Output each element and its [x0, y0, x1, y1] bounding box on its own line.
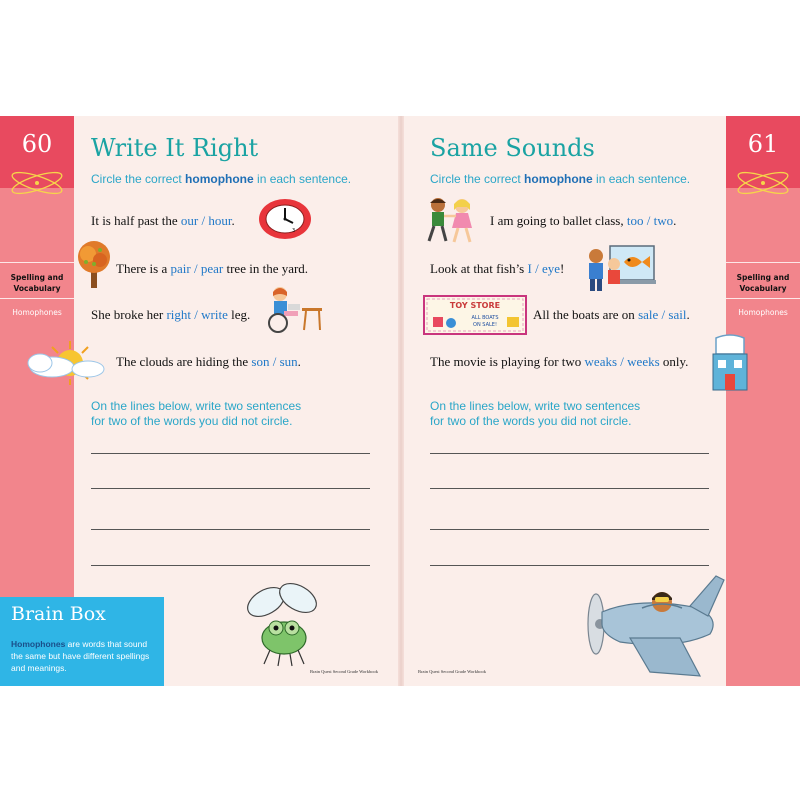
homophone-option[interactable]: sale — [638, 307, 659, 322]
sidebar-subject: Spelling and Vocabulary — [736, 273, 790, 293]
sentence: The movie is playing for two weaks / weeks only. — [430, 354, 689, 369]
sidebar-subject: Spelling and Vocabulary — [10, 273, 64, 293]
sun-cloud-icon — [18, 339, 110, 389]
fly-icon — [240, 578, 328, 668]
right-sidebar — [726, 116, 800, 686]
writing-line[interactable] — [91, 529, 370, 530]
instruction: Circle the correct homophone in each sentence. — [430, 172, 691, 186]
page-gutter — [398, 116, 404, 686]
writing-line[interactable] — [91, 488, 370, 489]
brain-box — [0, 597, 164, 686]
wheelchair-girl-icon — [264, 286, 324, 334]
homophone-option[interactable]: weaks — [584, 354, 618, 369]
sentence: It is half past the our / hour. — [91, 213, 235, 228]
page-title: Write It Right — [91, 134, 259, 162]
writing-line[interactable] — [91, 565, 370, 566]
homophone-option[interactable]: our — [180, 213, 199, 228]
writing-line[interactable] — [430, 565, 709, 566]
lines-instruction: On the lines below, write two sentences for two of the words you did not circle. — [91, 399, 302, 428]
sign-line: ON SALE! — [473, 322, 497, 328]
homophone-option[interactable]: weeks — [627, 354, 660, 369]
homophone-option[interactable]: two — [653, 213, 674, 228]
homophone-option[interactable]: hour — [208, 213, 232, 228]
clock-icon — [256, 196, 314, 242]
pear-tree-icon — [74, 240, 114, 290]
writing-line[interactable] — [430, 488, 709, 489]
fish-tank-kids-icon — [584, 240, 656, 294]
sentence: I am going to ballet class, too / two. — [490, 213, 677, 228]
writing-line[interactable] — [430, 529, 709, 530]
airplane-pilot-icon — [580, 572, 726, 684]
page-title: Same Sounds — [430, 134, 595, 162]
sidebar-topic: Homophones — [738, 308, 788, 317]
sentence: All the boats are on sale / sail. — [533, 307, 690, 322]
sign-title: TOY STORE — [449, 301, 501, 310]
lines-instruction: On the lines below, write two sentences for two of the words you did not circle. — [430, 399, 641, 428]
sentence: The clouds are hiding the son / sun. — [116, 354, 301, 369]
homophone-option[interactable]: eye — [541, 261, 561, 276]
homophone-option[interactable]: sun — [279, 354, 298, 369]
brain-box-text: Homophones are words that sound the same but have different spellings and meanings. — [11, 639, 150, 673]
brain-box-title: Brain Box — [11, 603, 106, 625]
page-footer: Brain Quest Second Grade Workbook — [310, 669, 379, 674]
dancing-kids-icon — [420, 196, 484, 244]
movie-theater-icon — [710, 334, 750, 392]
sentence: Look at that fish’s I / eye! — [430, 261, 565, 276]
homophone-option[interactable]: too — [626, 213, 644, 228]
sidebar-divider — [726, 262, 800, 263]
homophone-option[interactable]: pair — [170, 261, 191, 276]
sidebar-topic: Homophones — [12, 308, 62, 317]
homophone-option[interactable]: right — [166, 307, 192, 322]
orbit-decoration-icon — [732, 166, 794, 200]
homophone-option[interactable]: pear — [200, 261, 224, 276]
svg-text:3: 3 — [292, 228, 296, 234]
instruction: Circle the correct homophone in each sentence. — [91, 172, 352, 186]
sign-line: ALL BOATS — [471, 315, 499, 321]
sidebar-divider — [0, 262, 74, 263]
sentence: There is a pair / pear tree in the yard. — [116, 261, 309, 276]
writing-line[interactable] — [91, 453, 370, 454]
homophone-option[interactable]: I — [527, 261, 532, 276]
page-number: 61 — [747, 130, 779, 158]
orbit-decoration-icon — [6, 166, 68, 200]
homophone-option[interactable]: sail — [668, 307, 687, 322]
writing-line[interactable] — [430, 453, 709, 454]
sidebar-divider — [726, 298, 800, 299]
sidebar-divider — [0, 298, 74, 299]
homophone-option[interactable]: son — [251, 354, 270, 369]
page-number: 60 — [21, 130, 53, 158]
toy-store-sign-icon — [423, 295, 527, 335]
page-footer: Brain Quest Second Grade Workbook — [418, 669, 487, 674]
sentence: She broke her right / write leg. — [91, 307, 251, 322]
homophone-option[interactable]: write — [201, 307, 228, 322]
